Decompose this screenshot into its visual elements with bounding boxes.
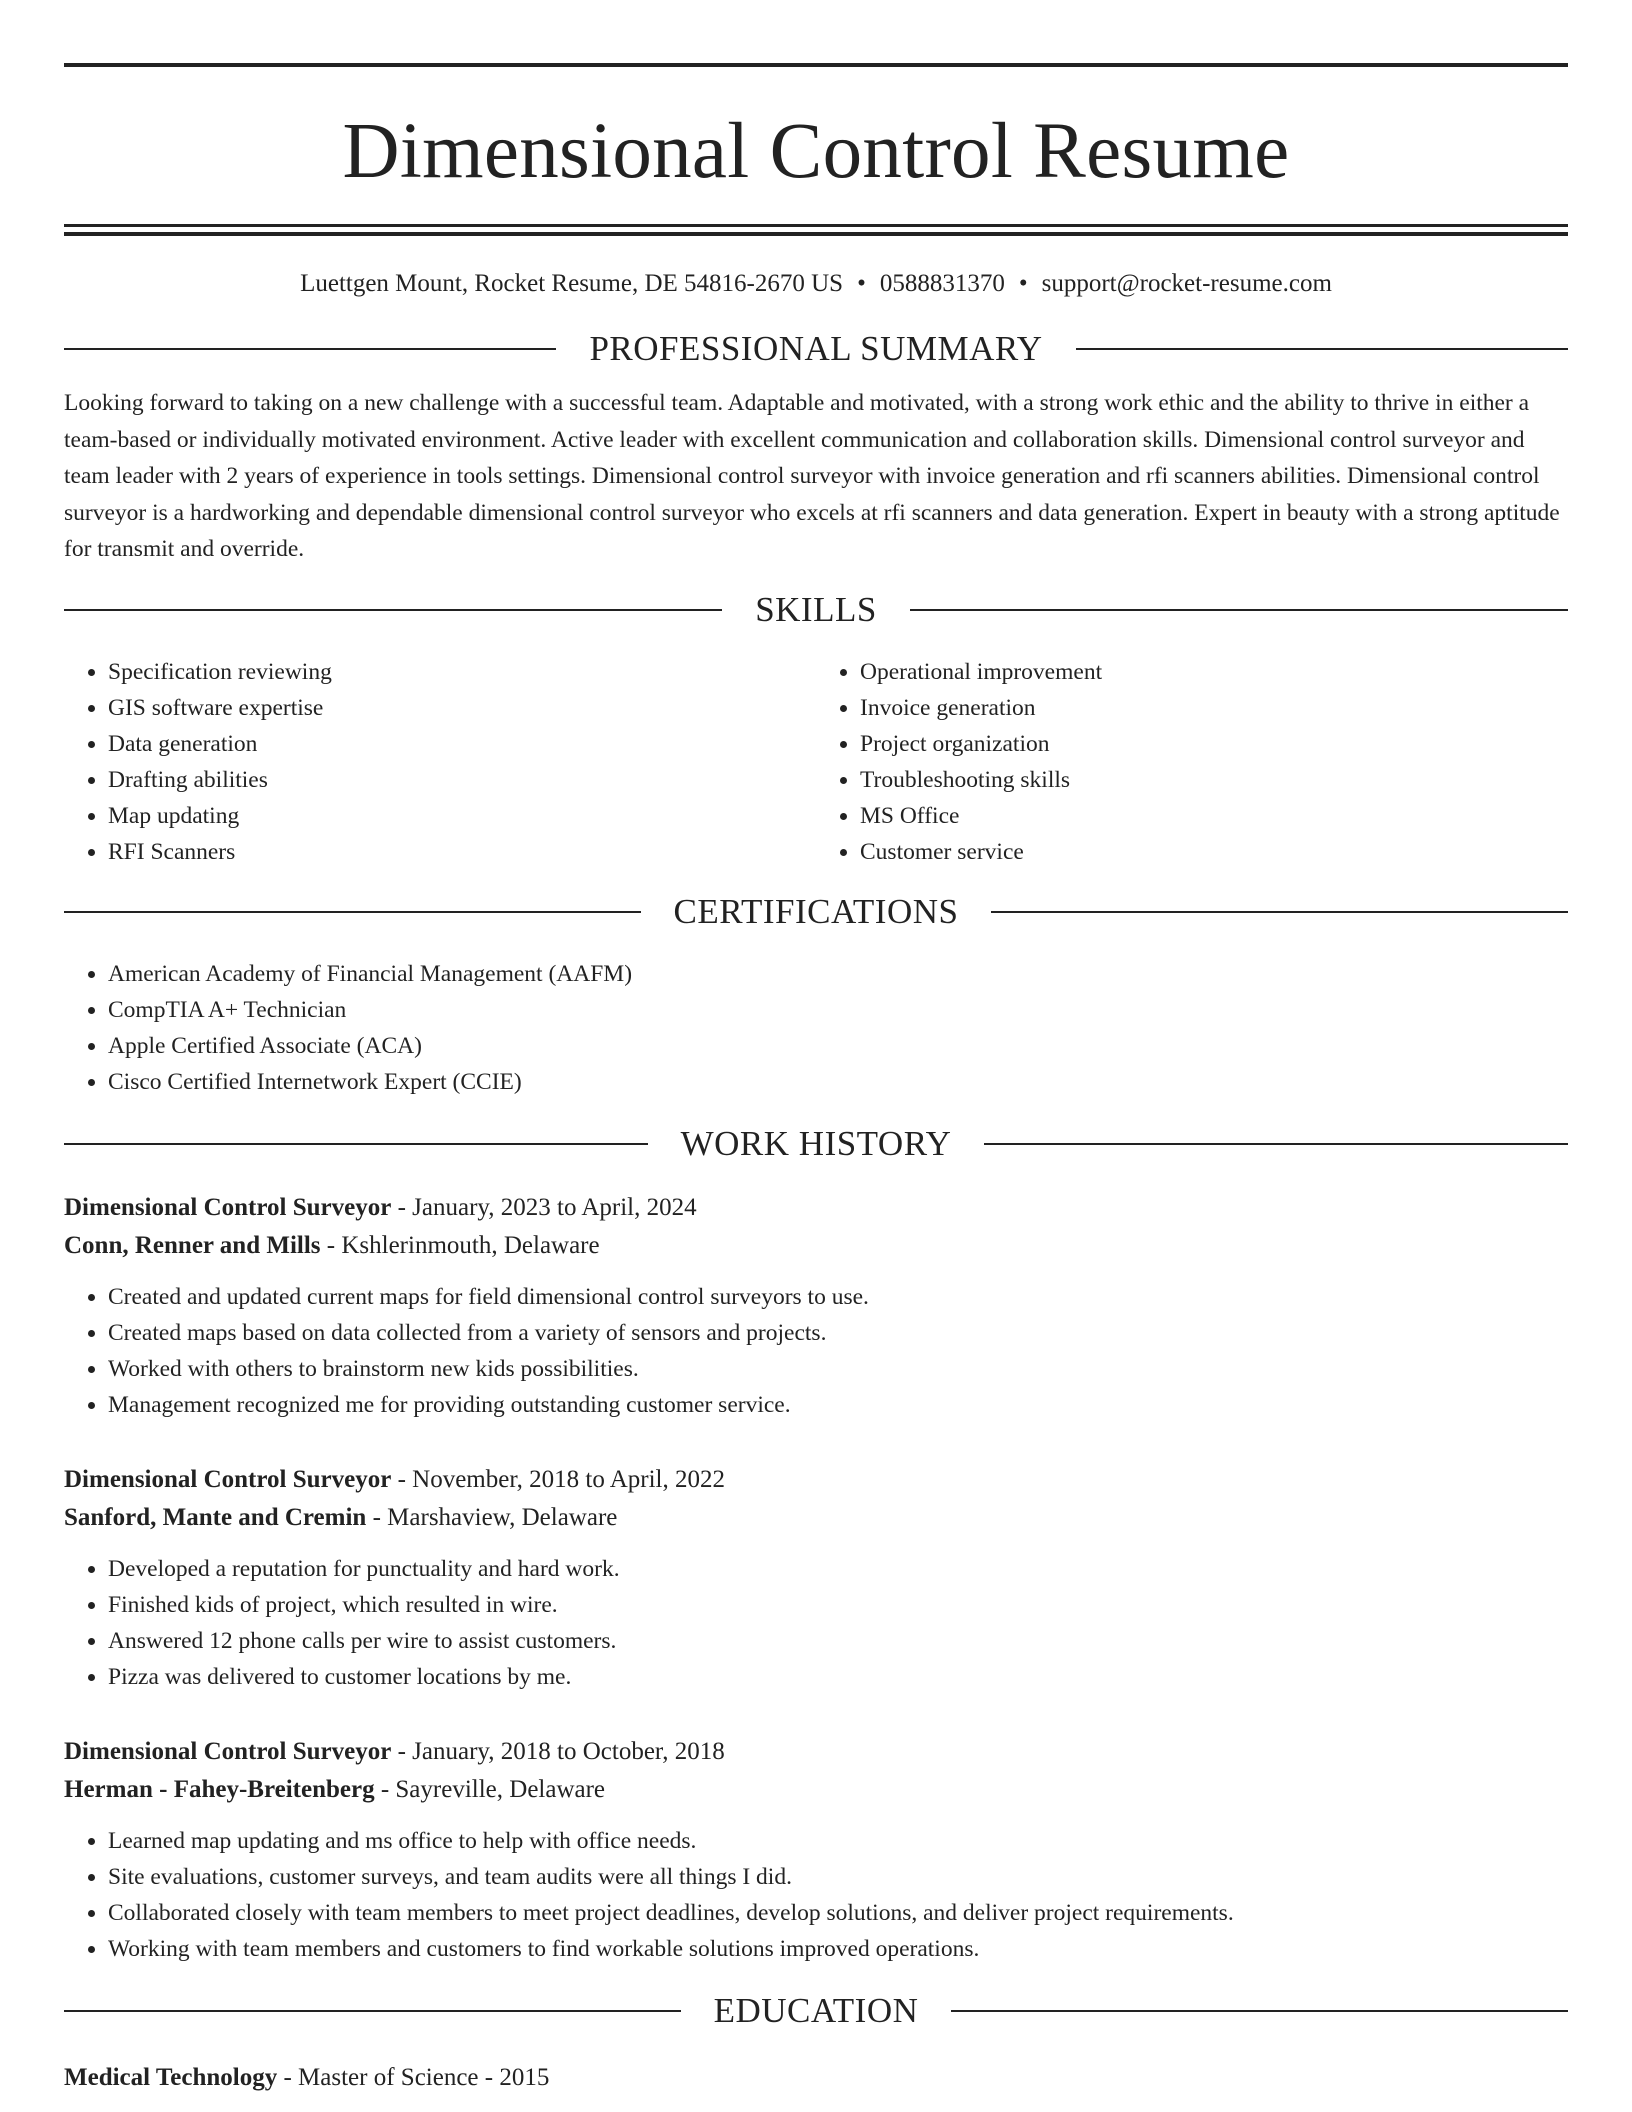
section-heading-summary [64, 327, 1568, 371]
job-bullet: • Working with team members and customers to find workable solutions improved operations. [108, 1931, 1568, 1967]
certification-item: • Apple Certified Associate (ACA) [108, 1028, 1568, 1064]
job-bullet: • Collaborated closely with team members to meet project deadlines, develop solutions, and deliver project requirements. [108, 1895, 1568, 1931]
summary-text: Looking forward to taking on a new challenge with a successful team. Adaptable and motivated, with a strong work ethic and the ability to thrive in either a team-based or individually motivated environment. Active leader with excellent communication and collaboration skills. Dimensional control surveyor and team leader with 2 years of experience in tools settings. Dimensional control surveyor with invoice generation and rfi scanners abilities. Dimensional control surveyor is a hardworking and dependable dimensional control surveyor who excels at rfi scanners and data generation. Expert in beauty with a strong aptitude for transmit and override. [64, 390, 1560, 562]
job-company: Sanford, Mante and Cremin [64, 1503, 367, 1531]
top-rule [64, 63, 1568, 67]
job-title: Dimensional Control Surveyor [64, 1193, 392, 1221]
skill-item: • RFI Scanners [108, 834, 816, 870]
skills-column-left [64, 654, 816, 870]
resume-title: Dimensional Control Resume [342, 108, 1290, 195]
heading-rule [64, 2010, 681, 2012]
contact-separator: • [1018, 270, 1028, 297]
skills-column-right [816, 654, 1568, 870]
job-company-line [64, 1771, 1568, 1809]
skill-item: • Invoice generation [860, 690, 1568, 726]
education-detail: - Master of Science - 2015 [277, 2063, 550, 2091]
contact-line [64, 268, 1568, 300]
job-bullets [64, 1279, 1568, 1423]
contact-separator: • [857, 270, 866, 297]
heading-rule [1076, 348, 1568, 350]
job-title-line [64, 1733, 1568, 1771]
job-entry [64, 1461, 1568, 1695]
heading-rule [64, 1143, 648, 1145]
contact-email: support@rocket-resume.com [1041, 270, 1332, 297]
job-entry [64, 1733, 1568, 1967]
skill-item: • Data generation [108, 726, 816, 762]
skill-item: • Map updating [108, 798, 816, 834]
resume-page [64, 0, 1568, 2097]
section-title: CERTIFICATIONS [673, 891, 959, 931]
job-bullet: • Site evaluations, customer surveys, and team audits were all things I did. [108, 1859, 1568, 1895]
job-company: Herman - Fahey-Breitenberg [64, 1775, 375, 1803]
job-bullet: • Management recognized me for providing outstanding customer service. [108, 1387, 1568, 1423]
heading-rule [64, 911, 641, 913]
skill-item: • Operational improvement [860, 654, 1568, 690]
job-bullet: • Created maps based on data collected from a variety of sensors and projects. [108, 1315, 1568, 1351]
job-title: Dimensional Control Surveyor [64, 1737, 392, 1765]
education-degree: Medical Technology [64, 2063, 278, 2091]
certification-item: • American Academy of Financial Management (AAFM) [108, 956, 1568, 992]
skills-list [64, 654, 1568, 870]
job-bullet: • Finished kids of project, which resulted in wire. [108, 1587, 1568, 1623]
job-location: - Marshaview, Delaware [366, 1503, 618, 1531]
job-title: Dimensional Control Surveyor [64, 1465, 392, 1493]
contact-phone: 0588831370 [879, 270, 1005, 297]
section-heading-certifications [64, 890, 1568, 934]
job-company-line [64, 1499, 1568, 1537]
job-dates: - November, 2018 to April, 2022 [391, 1465, 726, 1493]
contact-address: Luettgen Mount, Rocket Resume, DE 54816-2670 US [300, 270, 844, 297]
job-entry [64, 1189, 1568, 1423]
heading-rule [984, 1143, 1568, 1145]
job-bullet: • Worked with others to brainstorm new kids possibilities. [108, 1351, 1568, 1387]
heading-rule [64, 348, 556, 350]
job-bullet: • Learned map updating and ms office to help with office needs. [108, 1823, 1568, 1859]
section-title: WORK HISTORY [680, 1123, 952, 1163]
job-company-line [64, 1227, 1568, 1265]
skill-item: • Project organization [860, 726, 1568, 762]
job-company: Conn, Renner and Mills [64, 1231, 321, 1259]
section-title: SKILLS [755, 589, 877, 629]
job-title-line [64, 1461, 1568, 1499]
skill-item: • GIS software expertise [108, 690, 816, 726]
section-title: EDUCATION [713, 1990, 919, 2030]
section-heading-work [64, 1122, 1568, 1166]
skill-item: • Troubleshooting skills [860, 762, 1568, 798]
job-title-line [64, 1189, 1568, 1227]
job-bullet: • Created and updated current maps for field dimensional control surveyors to use. [108, 1279, 1568, 1315]
heading-rule [910, 609, 1568, 611]
certification-item: • Cisco Certified Internetwork Expert (CCIE) [108, 1064, 1568, 1100]
job-dates: - January, 2023 to April, 2024 [391, 1193, 697, 1221]
job-bullets [64, 1823, 1568, 1967]
heading-rule [64, 609, 722, 611]
skill-item: • MS Office [860, 798, 1568, 834]
education-entry [64, 2059, 1568, 2097]
job-bullets [64, 1551, 1568, 1695]
skill-item: • Customer service [860, 834, 1568, 870]
job-bullet: • Developed a reputation for punctuality and hard work. [108, 1551, 1568, 1587]
section-title: PROFESSIONAL SUMMARY [589, 329, 1043, 368]
heading-rule [991, 911, 1568, 913]
job-location: - Sayreville, Delaware [374, 1775, 606, 1803]
certifications-list [64, 956, 1568, 1100]
job-bullet: • Answered 12 phone calls per wire to assist customers. [108, 1623, 1568, 1659]
heading-rule [951, 2010, 1568, 2012]
job-bullet: • Pizza was delivered to customer locations by me. [108, 1659, 1568, 1695]
section-heading-skills [64, 588, 1568, 632]
title-double-rule [64, 224, 1568, 236]
skill-item: • Specification reviewing [108, 654, 816, 690]
skill-item: • Drafting abilities [108, 762, 816, 798]
section-heading-education [64, 1989, 1568, 2033]
job-dates: - January, 2018 to October, 2018 [391, 1737, 725, 1765]
job-location: - Kshlerinmouth, Delaware [320, 1231, 600, 1259]
certification-item: • CompTIA A+ Technician [108, 992, 1568, 1028]
